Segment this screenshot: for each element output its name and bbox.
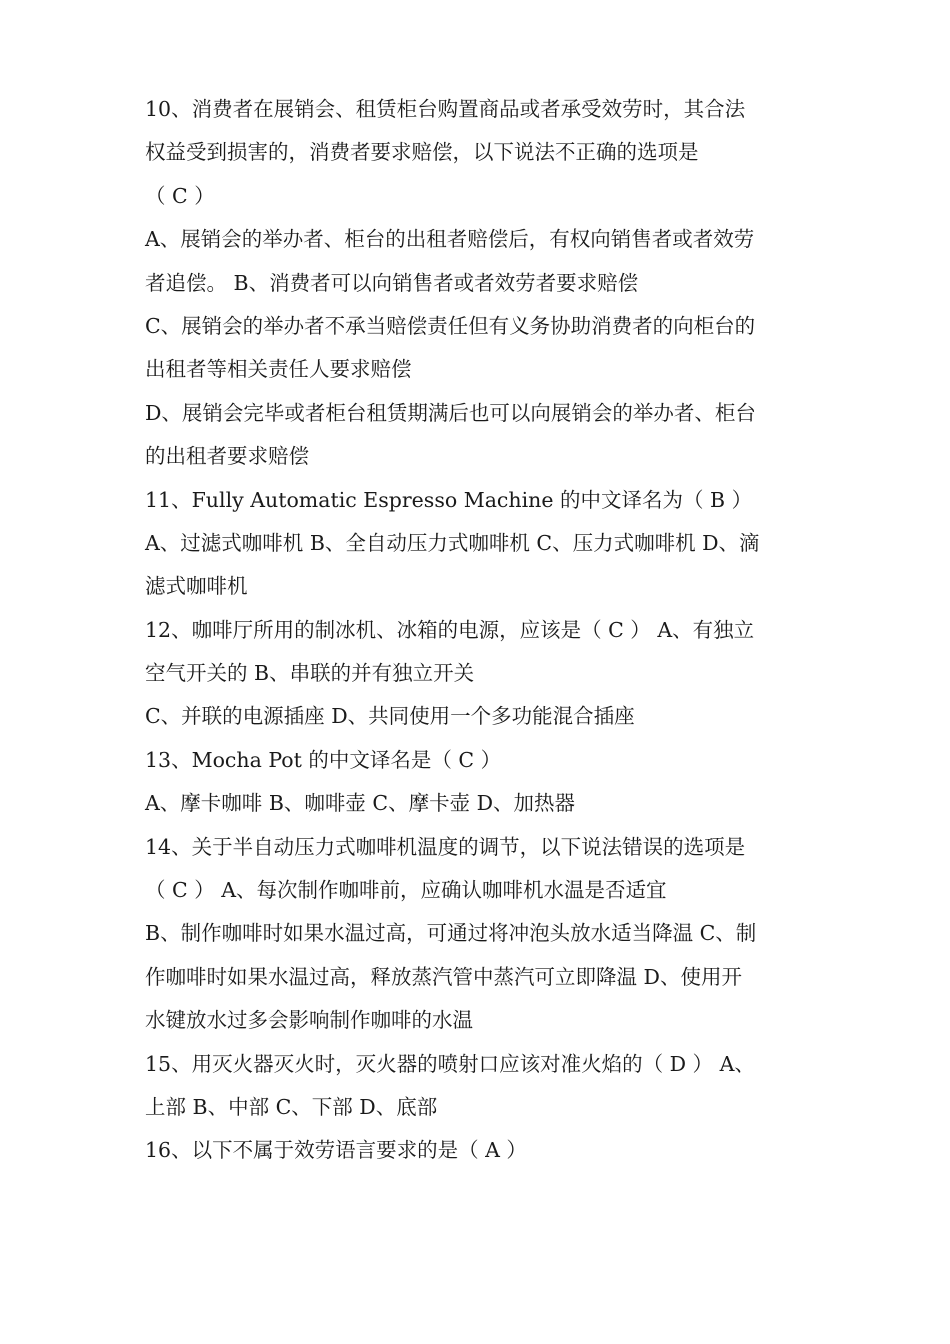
text-line: 的出租者要求赔偿 xyxy=(145,444,309,469)
text-line: 出租者等相关责任人要求赔偿 xyxy=(145,357,412,382)
text-line: 16、以下不属于效劳语言要求的是（ A ） xyxy=(145,1138,527,1163)
text-line: 水键放水过多会影响制作咖啡的水温 xyxy=(145,1008,473,1033)
text-line: 13、Mocha Pot 的中文译名是（ C ） xyxy=(145,747,502,772)
text-line: （ C ） A、每次制作咖啡前，应确认咖啡机水温是否适宜 xyxy=(145,878,667,903)
text-line: 上部 B、中部 C、下部 D、底部 xyxy=(145,1094,438,1119)
text-line: 10、消费者在展销会、租赁柜台购置商品或者承受效劳时，其合法 xyxy=(145,97,746,121)
text-line: B、制作咖啡时如果水温过高，可通过将冲泡头放水适当降温 C、制 xyxy=(145,921,757,946)
text-line: A、过滤式咖啡机 B、全自动压力式咖啡机 C、压力式咖啡机 D、滴 xyxy=(145,530,760,555)
text-line: D、展销会完毕或者柜台租赁期满后也可以向展销会的举办者、柜台 xyxy=(145,400,756,425)
text-line: 空气开关的 B、串联的并有独立开关 xyxy=(145,661,475,686)
text-line: C、并联的电源插座 D、共同使用一个多功能混合插座 xyxy=(145,704,635,729)
text-line: 作咖啡时如果水温过高，释放蒸汽管中蒸汽可立即降温 D、使用开 xyxy=(145,964,742,989)
text-line: （ C ） xyxy=(145,183,215,208)
text-line: 权益受到损害的，消费者要求赔偿，以下说法不正确的选项是 xyxy=(145,140,699,165)
text-line: 11、Fully Automatic Espresso Machine 的中文译名为（ B ） xyxy=(145,487,753,512)
text-line: 12、咖啡厅所用的制冰机、冰箱的电源，应该是（ C ） A、有独立 xyxy=(145,617,755,642)
text-line: 15、用灭火器灭火时，灭火器的喷射口应该对准火焰的（ D ） A、 xyxy=(145,1051,755,1076)
text-line: 14、关于半自动压力式咖啡机温度的调节，以下说法错误的选项是 xyxy=(145,834,746,859)
text-line: 滤式咖啡机 xyxy=(145,574,248,599)
text-line: C、展销会的举办者不承当赔偿责任但有义务协助消费者的向柜台的 xyxy=(145,313,756,338)
text-line: A、展销会的举办者、柜台的出租者赔偿后，有权向销售者或者效劳 xyxy=(145,227,755,252)
text-line: 者追偿。 B、消费者可以向销售者或者效劳者要求赔偿 xyxy=(145,270,639,295)
document-page xyxy=(145,88,810,1173)
text-line: A、摩卡咖啡 B、咖啡壶 C、摩卡壶 D、加热器 xyxy=(145,791,576,816)
